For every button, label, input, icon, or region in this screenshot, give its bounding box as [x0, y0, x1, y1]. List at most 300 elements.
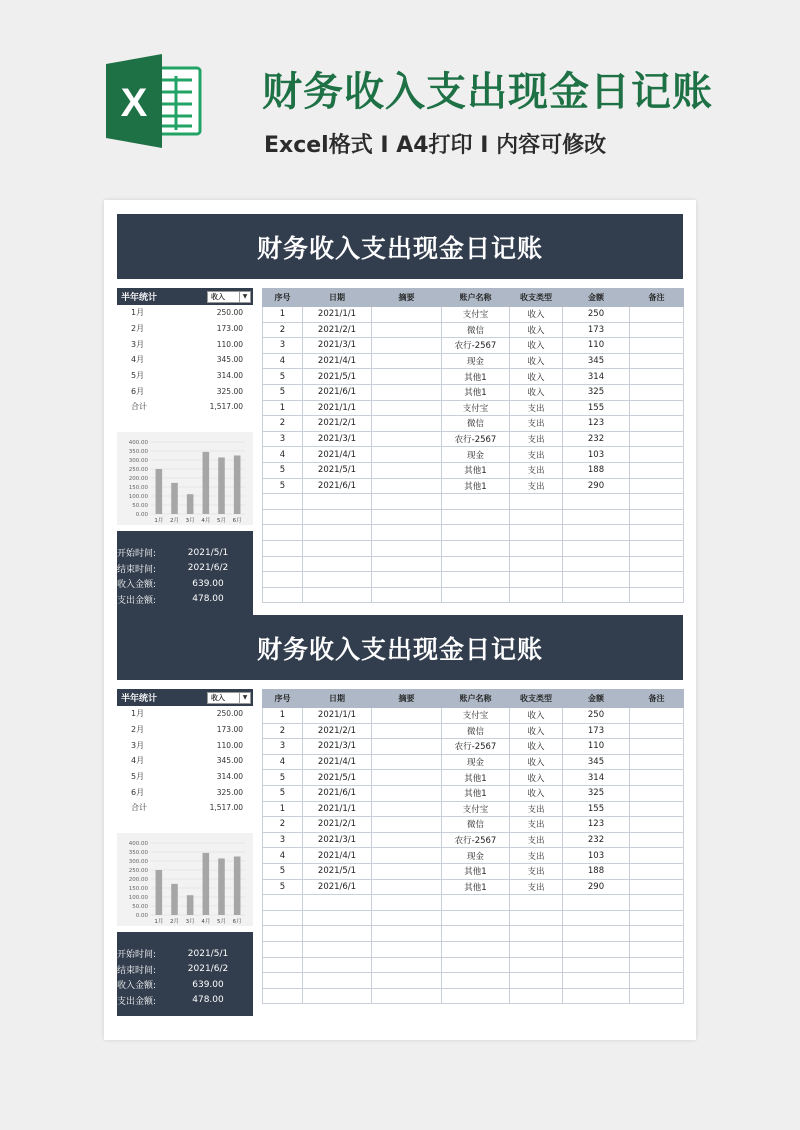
ledger-cell[interactable]: 232	[563, 431, 630, 447]
ledger-cell[interactable]: 收入	[510, 353, 563, 369]
ledger-cell[interactable]	[372, 400, 442, 416]
ledger-cell[interactable]: 其他1	[442, 863, 510, 879]
ledger-cell[interactable]: 2	[263, 416, 303, 432]
empty-cell[interactable]	[563, 494, 630, 510]
ledger-cell[interactable]	[372, 739, 442, 755]
ledger-cell[interactable]: 微信	[442, 322, 510, 338]
ledger-cell[interactable]: 2021/5/1	[303, 369, 372, 385]
empty-cell[interactable]	[303, 509, 372, 525]
ledger-cell[interactable]: 155	[563, 801, 630, 817]
empty-cell[interactable]	[263, 494, 303, 510]
ledger-cell[interactable]	[630, 431, 684, 447]
empty-cell[interactable]	[263, 509, 303, 525]
ledger-cell[interactable]: 其他1	[442, 879, 510, 895]
empty-cell[interactable]	[303, 587, 372, 603]
empty-cell[interactable]	[442, 988, 510, 1004]
ledger-cell[interactable]	[372, 416, 442, 432]
empty-cell[interactable]	[563, 926, 630, 942]
ledger-cell[interactable]: 2021/6/1	[303, 785, 372, 801]
ledger-cell[interactable]: 2	[263, 817, 303, 833]
ledger-cell[interactable]	[372, 708, 442, 724]
empty-cell[interactable]	[442, 556, 510, 572]
column-header: 账户名称	[442, 289, 510, 307]
stat-value: 2021/6/2	[187, 563, 229, 574]
ledger-cell[interactable]: 支出	[510, 447, 563, 463]
empty-cell[interactable]	[563, 572, 630, 588]
ledger-cell[interactable]: 支出	[510, 416, 563, 432]
empty-cell[interactable]	[442, 895, 510, 911]
empty-cell[interactable]	[303, 494, 372, 510]
empty-cell[interactable]	[563, 957, 630, 973]
ledger-cell[interactable]: 1	[263, 708, 303, 724]
ledger-cell[interactable]: 支出	[510, 801, 563, 817]
svg-text:X: X	[120, 81, 148, 125]
ledger-cell[interactable]	[630, 322, 684, 338]
ledger-row	[263, 879, 684, 895]
ledger-cell[interactable]: 其他1	[442, 770, 510, 786]
empty-cell[interactable]	[372, 988, 442, 1004]
empty-cell[interactable]	[630, 910, 684, 926]
ledger-cell[interactable]: 5	[263, 785, 303, 801]
ledger-cell[interactable]: 2021/2/1	[303, 817, 372, 833]
ledger-cell[interactable]	[372, 754, 442, 770]
month-label: 合计	[131, 803, 147, 813]
ledger-cell[interactable]: 314	[563, 369, 630, 385]
chevron-down-icon[interactable]: ▼	[239, 292, 250, 302]
empty-cell[interactable]	[563, 509, 630, 525]
empty-cell[interactable]	[630, 494, 684, 510]
ledger-cell[interactable]: 1	[263, 801, 303, 817]
empty-cell[interactable]	[303, 941, 372, 957]
ledger-cell[interactable]: 微信	[442, 723, 510, 739]
empty-cell[interactable]	[630, 572, 684, 588]
month-value: 314.00	[216, 772, 243, 782]
ledger-cell[interactable]	[630, 462, 684, 478]
ledger-cell[interactable]: 其他1	[442, 369, 510, 385]
ledger-cell[interactable]: 2021/3/1	[303, 832, 372, 848]
type-select[interactable]	[207, 291, 251, 303]
ledger-cell[interactable]: 123	[563, 817, 630, 833]
ledger-cell[interactable]: 2	[263, 322, 303, 338]
ledger-cell[interactable]: 110	[563, 338, 630, 354]
ledger-cell[interactable]: 173	[563, 322, 630, 338]
ledger-cell[interactable]: 支出	[510, 879, 563, 895]
empty-cell[interactable]	[510, 525, 563, 541]
empty-cell[interactable]	[510, 509, 563, 525]
ledger-cell[interactable]: 250	[563, 708, 630, 724]
empty-cell[interactable]	[563, 587, 630, 603]
ledger-cell[interactable]: 收入	[510, 785, 563, 801]
ledger-cell[interactable]: 2021/6/1	[303, 384, 372, 400]
empty-cell[interactable]	[442, 509, 510, 525]
ledger-cell[interactable]	[372, 307, 442, 323]
empty-cell[interactable]	[372, 941, 442, 957]
ledger-cell[interactable]: 其他1	[442, 478, 510, 494]
empty-cell[interactable]	[303, 926, 372, 942]
ledger-cell[interactable]: 2021/1/1	[303, 708, 372, 724]
ledger-cell[interactable]: 2021/5/1	[303, 770, 372, 786]
empty-cell[interactable]	[372, 926, 442, 942]
ledger-cell[interactable]	[372, 353, 442, 369]
empty-cell[interactable]	[563, 910, 630, 926]
ledger-cell[interactable]	[630, 307, 684, 323]
ledger-cell[interactable]: 5	[263, 863, 303, 879]
empty-cell[interactable]	[630, 973, 684, 989]
empty-cell[interactable]	[630, 540, 684, 556]
empty-cell[interactable]	[563, 525, 630, 541]
ledger-cell[interactable]: 5	[263, 369, 303, 385]
ledger-cell[interactable]: 325	[563, 384, 630, 400]
ledger-cell[interactable]: 支付宝	[442, 307, 510, 323]
ledger-cell[interactable]: 2021/3/1	[303, 338, 372, 354]
empty-cell[interactable]	[263, 556, 303, 572]
empty-cell[interactable]	[563, 941, 630, 957]
ledger-cell[interactable]: 4	[263, 353, 303, 369]
empty-cell[interactable]	[263, 587, 303, 603]
ledger-cell[interactable]: 收入	[510, 770, 563, 786]
ledger-cell[interactable]: 支出	[510, 848, 563, 864]
ledger-cell[interactable]: 290	[563, 879, 630, 895]
ledger-cell[interactable]: 4	[263, 754, 303, 770]
ledger-cell[interactable]	[372, 322, 442, 338]
month-value: 250.00	[216, 709, 243, 719]
month-label: 4月	[131, 355, 145, 365]
column-header: 备注	[630, 289, 684, 307]
stat-row	[117, 592, 253, 608]
ledger-cell[interactable]: 其他1	[442, 785, 510, 801]
month-value: 173.00	[216, 324, 243, 334]
empty-cell[interactable]	[630, 509, 684, 525]
empty-cell[interactable]	[563, 988, 630, 1004]
ledger-cell[interactable]: 2021/6/1	[303, 879, 372, 895]
empty-cell[interactable]	[510, 587, 563, 603]
ledger-cell[interactable]: 2021/2/1	[303, 322, 372, 338]
ledger-cell[interactable]	[630, 384, 684, 400]
ledger-cell[interactable]: 2021/1/1	[303, 400, 372, 416]
stat-label: 开始时间:	[117, 950, 157, 961]
ledger-cell[interactable]: 现金	[442, 353, 510, 369]
empty-cell[interactable]	[510, 540, 563, 556]
empty-cell[interactable]	[303, 572, 372, 588]
chevron-down-icon[interactable]: ▼	[239, 693, 250, 703]
ledger-cell[interactable]: 1	[263, 307, 303, 323]
stat-value: 478.00	[192, 995, 224, 1006]
ledger-cell[interactable]: 支出	[510, 431, 563, 447]
empty-cell[interactable]	[372, 572, 442, 588]
ledger-cell[interactable]: 3	[263, 832, 303, 848]
ledger-cell[interactable]: 2021/4/1	[303, 754, 372, 770]
ledger-cell[interactable]: 2021/2/1	[303, 416, 372, 432]
ledger-cell[interactable]: 收入	[510, 322, 563, 338]
ledger-cell[interactable]	[630, 770, 684, 786]
empty-cell[interactable]	[510, 941, 563, 957]
empty-cell[interactable]	[442, 494, 510, 510]
ledger-cell[interactable]: 农行-2567	[442, 832, 510, 848]
empty-cell[interactable]	[303, 973, 372, 989]
empty-ledger-row	[263, 556, 684, 572]
ledger-cell[interactable]: 188	[563, 863, 630, 879]
empty-cell[interactable]	[263, 988, 303, 1004]
empty-cell[interactable]	[442, 587, 510, 603]
ledger-cell[interactable]: 250	[563, 307, 630, 323]
ledger-cell[interactable]: 2	[263, 723, 303, 739]
ledger-cell[interactable]: 支出	[510, 478, 563, 494]
month-row	[117, 800, 253, 816]
ledger-cell[interactable]: 收入	[510, 754, 563, 770]
ledger-cell[interactable]	[630, 400, 684, 416]
empty-cell[interactable]	[303, 988, 372, 1004]
ledger-cell[interactable]: 5	[263, 478, 303, 494]
ledger-cell[interactable]	[372, 478, 442, 494]
ledger-cell[interactable]	[372, 338, 442, 354]
ledger-cell[interactable]: 支付宝	[442, 801, 510, 817]
empty-cell[interactable]	[372, 525, 442, 541]
empty-cell[interactable]	[630, 895, 684, 911]
stat-row	[117, 993, 253, 1009]
empty-cell[interactable]	[442, 572, 510, 588]
empty-cell[interactable]	[263, 525, 303, 541]
ledger-cell[interactable]: 4	[263, 848, 303, 864]
ledger-cell[interactable]	[630, 353, 684, 369]
empty-cell[interactable]	[630, 988, 684, 1004]
ledger-cell[interactable]: 232	[563, 832, 630, 848]
ledger-cell[interactable]: 4	[263, 447, 303, 463]
ledger-cell[interactable]: 支出	[510, 832, 563, 848]
ledger-cell[interactable]: 2021/5/1	[303, 863, 372, 879]
summary-stats	[117, 932, 253, 1016]
ledger-cell[interactable]: 5	[263, 879, 303, 895]
empty-cell[interactable]	[510, 572, 563, 588]
ledger-cell[interactable]: 173	[563, 723, 630, 739]
month-label: 3月	[131, 740, 145, 750]
ledger-cell[interactable]	[630, 369, 684, 385]
ledger-cell[interactable]	[372, 817, 442, 833]
month-value: 173.00	[216, 725, 243, 735]
ledger-cell[interactable]	[630, 863, 684, 879]
ledger-cell[interactable]: 5	[263, 770, 303, 786]
ledger-cell[interactable]: 103	[563, 848, 630, 864]
empty-cell[interactable]	[563, 556, 630, 572]
empty-cell[interactable]	[372, 509, 442, 525]
ledger-cell[interactable]: 2021/4/1	[303, 447, 372, 463]
ledger-cell[interactable]: 现金	[442, 848, 510, 864]
empty-cell[interactable]	[372, 910, 442, 926]
ledger-cell[interactable]	[372, 431, 442, 447]
ledger-cell[interactable]: 2021/3/1	[303, 739, 372, 755]
ledger-cell[interactable]: 3	[263, 338, 303, 354]
ledger-cell[interactable]: 2021/2/1	[303, 723, 372, 739]
ledger-cell[interactable]: 3	[263, 431, 303, 447]
empty-cell[interactable]	[372, 957, 442, 973]
ledger-cell[interactable]	[372, 447, 442, 463]
ledger-cell[interactable]: 支出	[510, 863, 563, 879]
ledger-cell[interactable]: 支付宝	[442, 400, 510, 416]
summary-heading: 半年统计	[121, 293, 158, 303]
empty-cell[interactable]	[563, 540, 630, 556]
ledger-cell[interactable]: 支出	[510, 462, 563, 478]
empty-cell[interactable]	[263, 973, 303, 989]
empty-ledger-row	[263, 587, 684, 603]
ledger-cell[interactable]: 3	[263, 739, 303, 755]
ledger-cell[interactable]: 345	[563, 353, 630, 369]
ledger-cell[interactable]: 支出	[510, 400, 563, 416]
ledger-cell[interactable]: 微信	[442, 817, 510, 833]
ledger-cell[interactable]: 2021/6/1	[303, 478, 372, 494]
ledger-cell[interactable]	[630, 723, 684, 739]
empty-cell[interactable]	[510, 895, 563, 911]
ledger-cell[interactable]: 收入	[510, 739, 563, 755]
empty-cell[interactable]	[442, 973, 510, 989]
ledger-cell[interactable]	[630, 817, 684, 833]
empty-cell[interactable]	[563, 973, 630, 989]
ledger-cell[interactable]	[372, 369, 442, 385]
empty-cell[interactable]	[263, 910, 303, 926]
ledger-cell[interactable]: 收入	[510, 384, 563, 400]
empty-cell[interactable]	[442, 525, 510, 541]
ledger-cell[interactable]: 收入	[510, 338, 563, 354]
ledger-cell[interactable]: 2021/1/1	[303, 307, 372, 323]
empty-cell[interactable]	[510, 957, 563, 973]
ledger-cell[interactable]: 155	[563, 400, 630, 416]
ledger-cell[interactable]	[630, 832, 684, 848]
ledger-cell[interactable]: 收入	[510, 307, 563, 323]
ledger-cell[interactable]	[630, 785, 684, 801]
ledger-cell[interactable]	[630, 739, 684, 755]
ledger-cell[interactable]	[372, 801, 442, 817]
empty-cell[interactable]	[372, 587, 442, 603]
ledger-cell[interactable]: 2021/5/1	[303, 462, 372, 478]
empty-cell[interactable]	[630, 941, 684, 957]
ledger-cell[interactable]: 345	[563, 754, 630, 770]
ledger-cell[interactable]: 2021/4/1	[303, 848, 372, 864]
ledger-cell[interactable]: 微信	[442, 416, 510, 432]
ledger-cell[interactable]	[630, 478, 684, 494]
empty-cell[interactable]	[510, 926, 563, 942]
empty-cell[interactable]	[442, 910, 510, 926]
empty-cell[interactable]	[303, 525, 372, 541]
ledger-cell[interactable]: 110	[563, 739, 630, 755]
ledger-cell[interactable]: 其他1	[442, 462, 510, 478]
ledger-cell[interactable]	[630, 848, 684, 864]
empty-cell[interactable]	[510, 973, 563, 989]
ledger-cell[interactable]	[372, 863, 442, 879]
ledger-cell[interactable]	[372, 770, 442, 786]
ledger-cell[interactable]: 农行-2567	[442, 338, 510, 354]
ledger-cell[interactable]	[372, 723, 442, 739]
empty-cell[interactable]	[303, 957, 372, 973]
empty-cell[interactable]	[263, 572, 303, 588]
ledger-cell[interactable]: 农行-2567	[442, 739, 510, 755]
ledger-cell[interactable]: 188	[563, 462, 630, 478]
ledger-cell[interactable]: 其他1	[442, 384, 510, 400]
ledger-cell[interactable]	[372, 785, 442, 801]
ledger-cell[interactable]	[630, 338, 684, 354]
ledger-cell[interactable]: 325	[563, 785, 630, 801]
ledger-cell[interactable]: 支付宝	[442, 708, 510, 724]
ledger-cell[interactable]: 103	[563, 447, 630, 463]
ledger-cell[interactable]: 现金	[442, 447, 510, 463]
empty-cell[interactable]	[442, 926, 510, 942]
empty-cell[interactable]	[263, 957, 303, 973]
empty-cell[interactable]	[510, 988, 563, 1004]
empty-cell[interactable]	[303, 895, 372, 911]
ledger-row	[263, 848, 684, 864]
empty-cell[interactable]	[630, 957, 684, 973]
stat-row	[117, 962, 253, 978]
summary-header	[117, 689, 253, 706]
ledger-cell[interactable]: 314	[563, 770, 630, 786]
ledger-cell[interactable]	[630, 447, 684, 463]
type-select[interactable]	[207, 692, 251, 704]
empty-cell[interactable]	[303, 910, 372, 926]
ledger-cell[interactable]: 5	[263, 384, 303, 400]
ledger-cell[interactable]	[372, 462, 442, 478]
ledger-cell[interactable]: 123	[563, 416, 630, 432]
empty-cell[interactable]	[263, 540, 303, 556]
month-row	[117, 399, 253, 415]
empty-cell[interactable]	[442, 957, 510, 973]
empty-cell[interactable]	[510, 494, 563, 510]
ledger-cell[interactable]	[372, 384, 442, 400]
empty-cell[interactable]	[442, 540, 510, 556]
ledger-cell[interactable]: 2021/1/1	[303, 801, 372, 817]
ledger-cell[interactable]	[630, 879, 684, 895]
ledger-cell[interactable]	[630, 754, 684, 770]
ledger-cell[interactable]: 现金	[442, 754, 510, 770]
ledger-cell[interactable]	[630, 416, 684, 432]
empty-cell[interactable]	[372, 556, 442, 572]
empty-cell[interactable]	[630, 587, 684, 603]
ledger-cell[interactable]: 收入	[510, 723, 563, 739]
ledger-cell[interactable]	[372, 879, 442, 895]
empty-cell[interactable]	[372, 895, 442, 911]
ledger-cell[interactable]	[630, 708, 684, 724]
ledger-cell[interactable]: 支出	[510, 817, 563, 833]
empty-cell[interactable]	[630, 525, 684, 541]
ledger-cell[interactable]: 2021/3/1	[303, 431, 372, 447]
empty-cell[interactable]	[372, 973, 442, 989]
empty-cell[interactable]	[510, 556, 563, 572]
ledger-row	[263, 447, 684, 463]
stat-value: 639.00	[192, 578, 224, 589]
empty-cell[interactable]	[563, 895, 630, 911]
empty-cell[interactable]	[303, 540, 372, 556]
ledger-cell[interactable]	[372, 832, 442, 848]
empty-cell[interactable]	[263, 895, 303, 911]
ledger-cell[interactable]: 1	[263, 400, 303, 416]
ledger-cell[interactable]: 收入	[510, 369, 563, 385]
ledger-cell[interactable]: 农行-2567	[442, 431, 510, 447]
empty-cell[interactable]	[630, 926, 684, 942]
empty-cell[interactable]	[372, 494, 442, 510]
empty-cell[interactable]	[263, 941, 303, 957]
empty-cell[interactable]	[303, 556, 372, 572]
empty-cell[interactable]	[372, 540, 442, 556]
empty-cell[interactable]	[630, 556, 684, 572]
ledger-cell[interactable]: 5	[263, 462, 303, 478]
empty-cell[interactable]	[442, 941, 510, 957]
empty-cell[interactable]	[263, 926, 303, 942]
stat-value: 478.00	[192, 594, 224, 605]
empty-cell[interactable]	[510, 910, 563, 926]
ledger-row	[263, 739, 684, 755]
ledger-cell[interactable]: 2021/4/1	[303, 353, 372, 369]
ledger-cell[interactable]: 290	[563, 478, 630, 494]
ledger-cell[interactable]: 收入	[510, 708, 563, 724]
ledger-cell[interactable]	[372, 848, 442, 864]
x-tick-label: 2月	[170, 919, 179, 925]
ledger-cell[interactable]	[630, 801, 684, 817]
